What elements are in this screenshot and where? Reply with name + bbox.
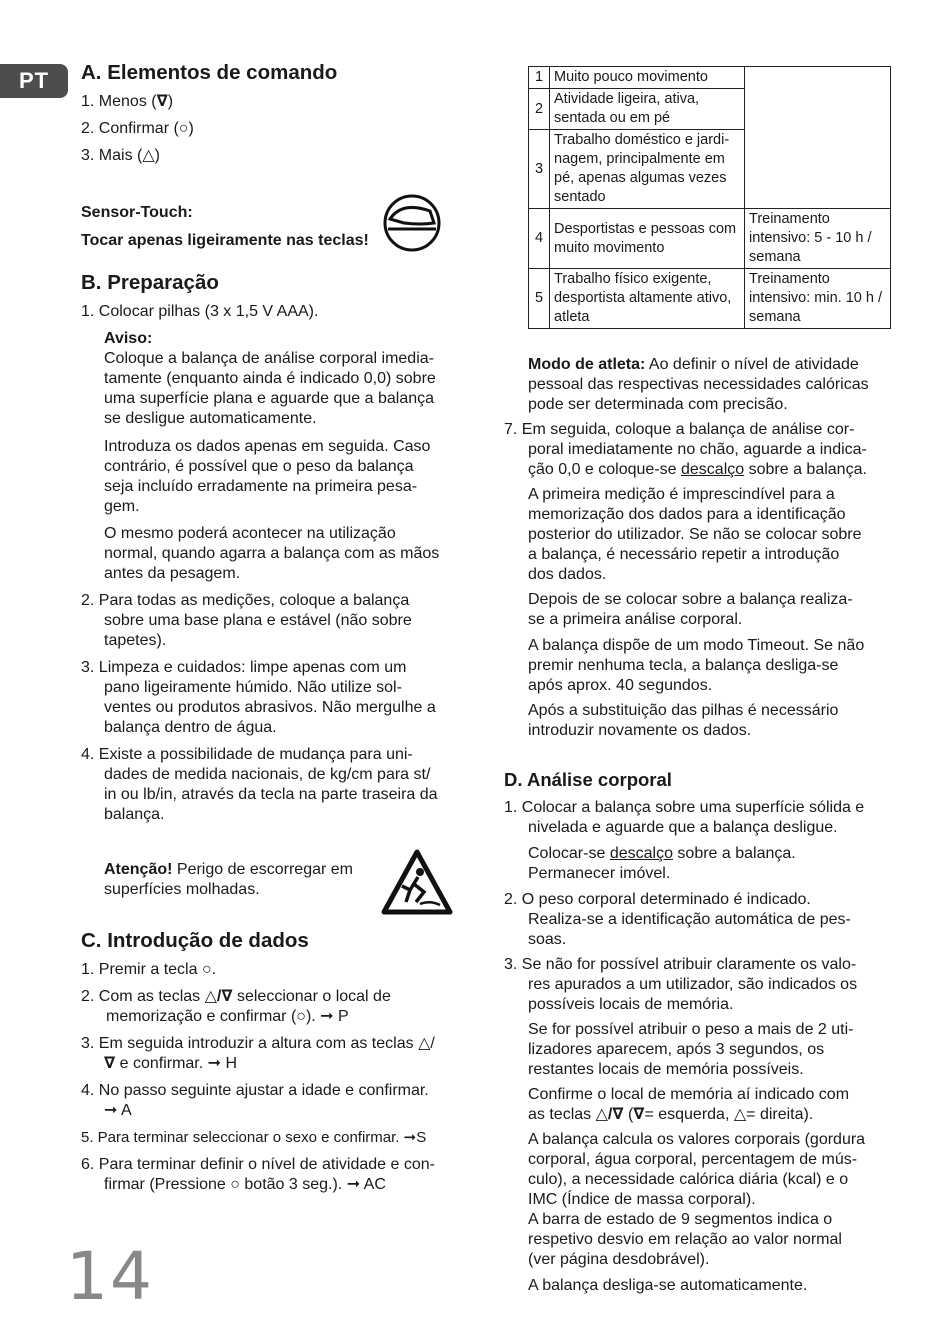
section-a-title: A. Elementos de comando: [81, 61, 338, 84]
list-item: 3. Limpeza e cuidados: limpe apenas com um pano ligeiramente húmido. Não utilize sol- ventes ou produtos abrasivos. Não mergulhe a balança dentro de água.: [81, 659, 436, 736]
confirm-key-icon: ○: [230, 1176, 240, 1193]
plus-key-icon: △: [733, 1106, 747, 1123]
list-item: 2. Confirmar (○): [81, 120, 194, 137]
minus-key-icon: ∇: [104, 1055, 116, 1072]
list-item: 2. O peso corporal determinado é indicado. Realiza-se a identificação automática de pes- soas.: [504, 891, 851, 948]
sensor-title: Sensor-Touch:: [81, 204, 193, 221]
list-item: 7. Em seguida, coloque a balança de análise cor- poral imediatamente no chão, aguarde a indica- ção 0,0 e coloque-se descalço sobre a balança.: [504, 421, 867, 478]
list-item: 2. Para todas as medições, coloque a balança sobre uma base plana e estável (não sobre tapetes).: [81, 592, 412, 649]
list-item: 3. Se não for possível atribuir claramente os valo- res apurados a um utilizador, são indicados os possíveis locais de memória.: [504, 956, 858, 1013]
paragraph: A primeira medição é imprescindível para a memorização dos dados para a identificação posterior do utilizador. Se não se colocar sobre a balança, é necessário repetir a introdução dos dados.: [528, 486, 862, 583]
list-item: 1. Premir a tecla ○.: [81, 961, 217, 978]
list-item: 5. Para terminar seleccionar o sexo e confirmar. ➞S: [81, 1129, 427, 1146]
table-row: 2 Atividade ligeira, ativa, sentada ou em pé: [529, 89, 891, 130]
section-d-title: D. Análise corporal: [504, 769, 672, 790]
sensor-text: Tocar apenas ligeiramente nas teclas!: [81, 232, 369, 249]
table-row: 4 Desportistas e pessoas com muito movimento Treinamento intensivo: 5 - 10 h / semana: [529, 209, 891, 269]
arrow-right-icon: ➞: [104, 1102, 118, 1119]
confirm-key-icon: ○: [296, 1008, 306, 1025]
list-item: 6. Para terminar definir o nível de atividade e con- firmar (Pressione ○ botão 3 seg.). ➞ AC: [81, 1156, 435, 1193]
list-item: 1. Colocar a balança sobre uma superfície sólida e nivelada e aguarde que a balança desligue.: [504, 799, 865, 836]
paragraph: A balança dispõe de um modo Timeout. Se não premir nenhuma tecla, a balança desliga-se após aprox. 40 segundos.: [528, 637, 865, 694]
warning-label: Aviso:: [104, 330, 153, 347]
paragraph: Introduza os dados apenas em seguida. Caso contrário, é possível que o peso da balança seja incluído erradamente na primeira pesa- gem.: [104, 438, 431, 515]
page-number: 14: [66, 1238, 154, 1315]
paragraph: Depois de se colocar sobre a balança realiza- se a primeira análise corporal.: [528, 591, 853, 628]
paragraph: Coloque a balança de análise corporal imedia- tamente (enquanto ainda é indicado 0,0) sobre uma superfície plana e aguarde que a balança se desligue automaticamente.: [104, 350, 436, 427]
minus-key-icon: ∇: [156, 93, 168, 110]
confirm-key-icon: ○: [201, 961, 212, 978]
list-item: 2. Com as teclas △/∇ seleccionar o local de memorização e confirmar (○). ➞ P: [81, 988, 391, 1025]
touch-finger-icon: [382, 193, 442, 253]
paragraph: A balança desliga-se automaticamente.: [528, 1277, 808, 1294]
list-item: 4. Existe a possibilidade de mudança para uni- dades de medida nacionais, de kg/cm para st/ in ou lb/in, através da tecla na parte traseira da balança.: [81, 746, 438, 823]
list-item: 1. Menos (∇): [81, 93, 174, 110]
arrow-right-icon: ➞: [403, 1129, 417, 1146]
list-item: 4. No passo seguinte ajustar a idade e confirmar. ➞ A: [81, 1082, 429, 1119]
confirm-key-icon: ○: [178, 120, 189, 137]
table-row: 3 Trabalho doméstico e jardi-nagem, principalmente em pé, apenas algumas vezes sentado: [529, 130, 891, 209]
paragraph: Após a substituição das pilhas é necessário introduzir novamente os dados.: [528, 702, 839, 739]
paragraph: O mesmo poderá acontecer na utilização normal, quando agarra a balança com as mãos antes da pesagem.: [104, 525, 440, 582]
section-c-title: C. Introdução de dados: [81, 929, 309, 952]
arrow-right-icon: ➞: [320, 1008, 334, 1025]
athlete-mode-note: Modo de atleta: Ao definir o nível de atividade pessoal das respectivas necessidades calóricas pode ser determinada com precisão.: [528, 356, 869, 413]
language-tab: PT: [0, 64, 68, 98]
minus-key-icon: ∇: [633, 1106, 645, 1123]
list-item: 3. Em seguida introduzir a altura com as teclas △/ ∇ e confirmar. ➞ H: [81, 1035, 435, 1072]
plus-minus-keys-icon: △/∇: [595, 1106, 624, 1123]
list-item: 3. Mais (△): [81, 147, 160, 164]
arrow-right-icon: ➞: [207, 1055, 222, 1072]
table-row: 5 Trabalho físico exigente, desportista altamente ativo, atleta Treinamento intensivo: min. 10 h / semana: [529, 269, 891, 329]
attention-note: Atenção! Perigo de escorregar em superfícies molhadas.: [104, 861, 353, 898]
activity-level-table: [528, 66, 891, 329]
list-item: 1. Colocar pilhas (3 x 1,5 V AAA).: [81, 303, 319, 320]
paragraph: Colocar-se descalço sobre a balança. Permanecer imóvel.: [528, 845, 796, 882]
plus-minus-keys-icon: △/∇: [204, 988, 233, 1005]
plus-key-icon: △: [142, 147, 155, 164]
table-row: 1 Muito pouco movimento: [529, 67, 891, 89]
plus-key-icon: △: [418, 1035, 431, 1052]
paragraph: Se for possível atribuir o peso a mais de 2 uti- lizadores aparecem, após 3 segundos, os restantes locais de memória possíveis.: [528, 1021, 854, 1078]
slippery-warning-icon: [380, 848, 454, 916]
section-b-title: B. Preparação: [81, 271, 219, 294]
paragraph: A balança calcula os valores corporais (gordura corporal, água corporal, percentagem de mús- culo), a necessidade calórica diária (kcal) e o IMC (Índice de massa corporal). A barra de estado de 9 segmentos indica o respetivo desvio em relação ao valor normal (ver página desdobrável).: [528, 1131, 866, 1268]
arrow-right-icon: ➞: [346, 1176, 361, 1193]
paragraph: Confirme o local de memória aí indicado com as teclas △/∇ (∇= esquerda, △= direita).: [528, 1086, 850, 1123]
